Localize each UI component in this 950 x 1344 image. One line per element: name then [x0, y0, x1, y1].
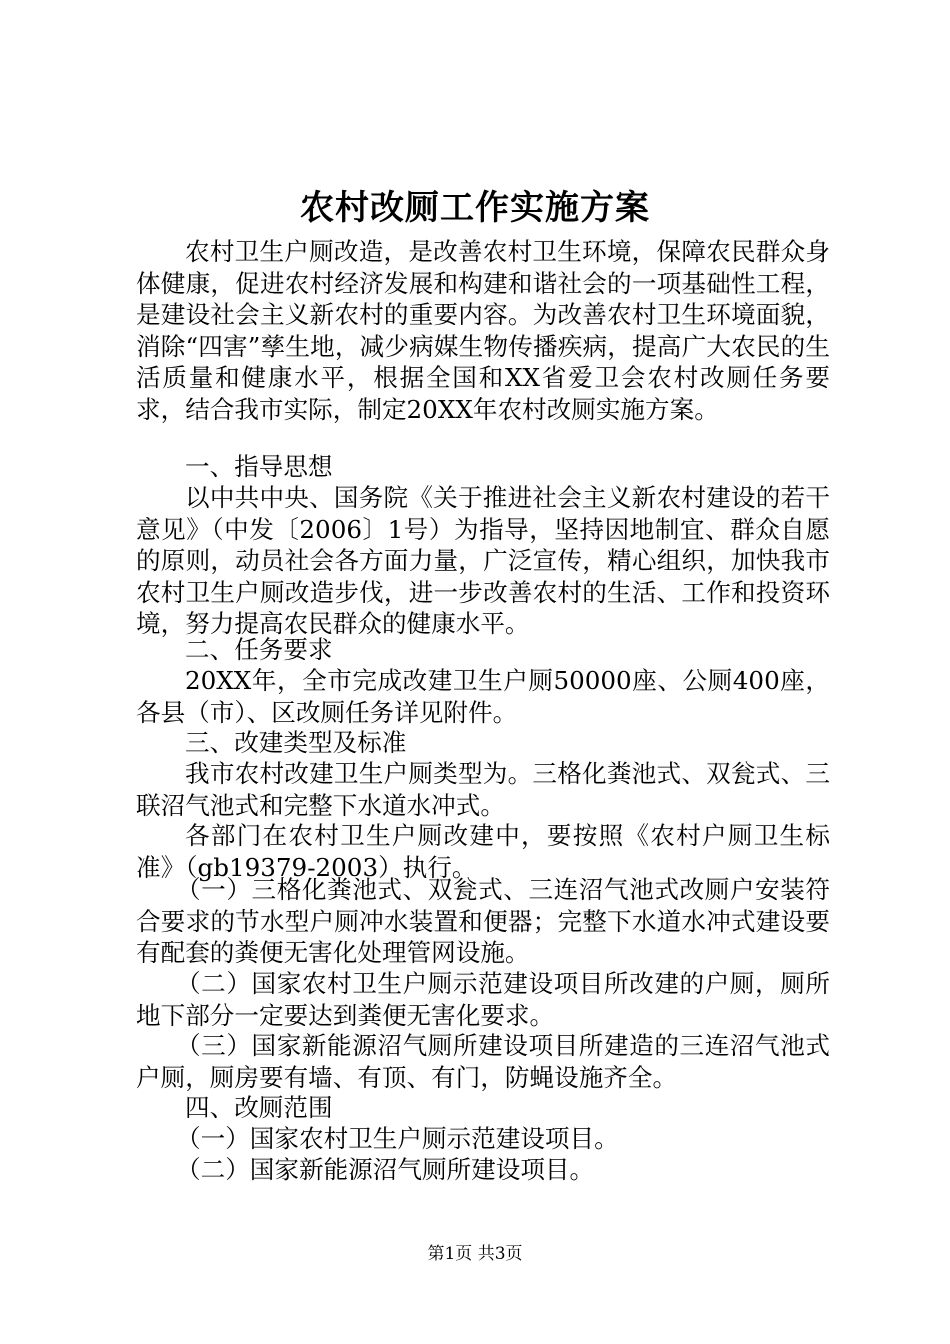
scope-item-1: （一）国家农村卫生户厕示范建设项目。	[176, 1124, 619, 1153]
scope-item-2: （二）国家新能源沼气厕所建设项目。	[176, 1155, 595, 1184]
document-title: 农村改厕工作实施方案	[300, 188, 650, 228]
standard-item-3: （三）国家新能源沼气厕所建设项目所建造的三连沼气池式户厕，厕房要有墙、有顶、有门，防蝇设施齐全。	[136, 1031, 830, 1092]
section-heading-guiding-thought: 一、指导思想	[185, 452, 333, 481]
page-number-footer: 第1页 共3页	[427, 1244, 523, 1264]
section-heading-task-requirements: 二、任务要求	[185, 635, 333, 664]
section-heading-scope: 四、改厕范围	[185, 1093, 333, 1122]
intro-paragraph: 农村卫生户厕改造，是改善农村卫生环境，保障农民群众身体健康，促进农村经济发展和构建和谐社会的一项基础性工程，是建设社会主义新农村的重要内容。为改善农村卫生环境面貌，消除“四害”孳生地，减少病媒生物传播疾病，提高广大农民的生活质量和健康水平，根据全国和XX省爱卫会农村改厕任务要求，结合我市实际，制定20XX年农村改厕实施方案。	[136, 237, 830, 424]
task-requirements-paragraph: 20XX年，全市完成改建卫生户厕50000座、公厕400座，各县（市）、区改厕任务详见附件。	[136, 666, 830, 727]
standard-item-2: （二）国家农村卫生户厕示范建设项目所改建的户厕，厕所地下部分一定要达到粪便无害化要求。	[136, 969, 830, 1030]
standards-paragraph: 各部门在农村卫生户厕改建中，要按照《农村户厕卫生标准》（gb19379-2003）执行。	[136, 821, 830, 882]
types-paragraph: 我市农村改建卫生户厕类型为。三格化粪池式、双瓮式、三联沼气池式和完整下水道水冲式。	[136, 759, 830, 820]
section-heading-types-standards: 三、改建类型及标准	[185, 728, 407, 757]
guiding-thought-paragraph: 以中共中央、国务院《关于推进社会主义新农村建设的若干意见》（中发〔2006〕1号）为指导，坚持因地制宜、群众自愿的原则，动员社会各方面力量，广泛宣传，精心组织，加快我市农村卫生户厕改造步伐，进一步改善农村的生活、工作和投资环境，努力提高农民群众的健康水平。	[136, 483, 830, 638]
standard-item-1: （一）三格化粪池式、双瓮式、三连沼气池式改厕户安装符合要求的节水型户厕冲水装置和便器；完整下水道水冲式建设要有配套的粪便无害化处理管网设施。	[136, 875, 830, 967]
